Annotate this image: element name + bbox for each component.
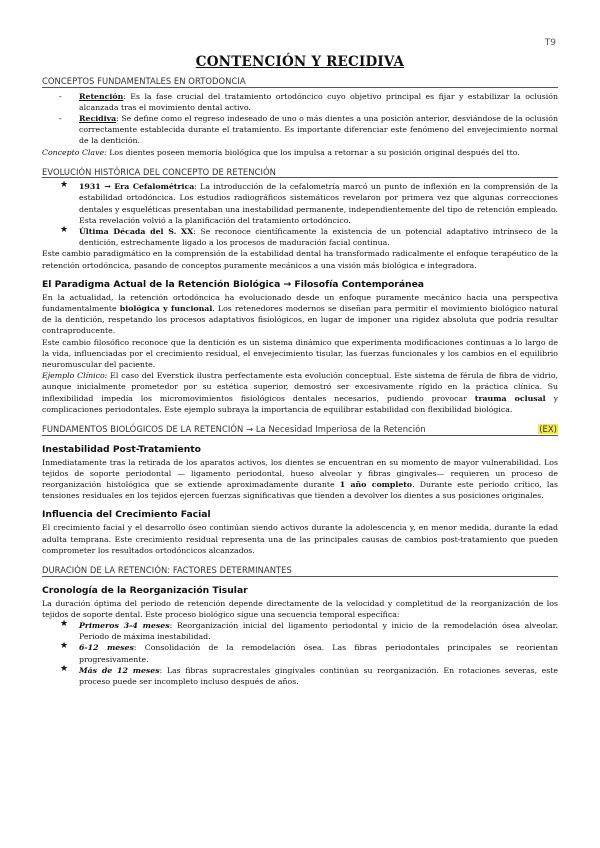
text-run: En la actualidad, la retención ortodóncica ha evolucionado desde un enfoque puramente mecánico hacia una perspectiva fundamentalmente bbox=[42, 292, 558, 314]
paragraph bbox=[42, 457, 558, 502]
paragraph: La duración óptima del periodo de retención depende directamente de la velocidad y completitud de la reorganización de los tejidos de soporte dental. Este proceso biológico sigue una secuencia temporal específica: bbox=[42, 598, 558, 619]
section-heading-conceptos bbox=[42, 76, 558, 88]
page-number: T9 bbox=[544, 38, 556, 48]
star-bullet-icon: ★ bbox=[60, 225, 69, 236]
list-item bbox=[42, 642, 558, 664]
example-label: Ejemplo Clínico: bbox=[42, 371, 108, 381]
term: Última Década del S. XX bbox=[79, 227, 194, 237]
term: Más de 12 meses bbox=[79, 665, 160, 675]
list-item bbox=[42, 113, 558, 147]
paragraph: Este cambio filosófico reconoce que la dentición es un sistema dinámico que experimenta modificaciones continuas a lo largo de la vida, influenciadas por el crecimiento residual, el envejecimiento tisular, las fuerzas funcionales y los cambios en el equilibrio neuromuscular del paciente. bbox=[42, 337, 558, 370]
term: 6-12 meses bbox=[79, 643, 134, 653]
definition: : Consolidación de la remodelación ósea. Las fibras periodontales principales se reorientan progresivamente. bbox=[79, 643, 558, 664]
timeline-list bbox=[42, 620, 558, 687]
key-concept-label: Concepto Clave: bbox=[42, 147, 107, 157]
definition: : Las fibras supracrestales gingivales continúan su reorganización. En rotaciones severas, este proceso puede ser incompleto incluso después de años. bbox=[79, 665, 559, 686]
section-heading-text: FUNDAMENTOS BIOLÓGICOS DE LA RETENCIÓN → La Necesidad Imperiosa de la Retención bbox=[42, 424, 426, 435]
list-item bbox=[42, 181, 558, 226]
document-page bbox=[42, 36, 558, 687]
star-bullet-icon: ★ bbox=[60, 180, 69, 191]
exam-tag: (EX) bbox=[539, 424, 557, 435]
section-heading-fundamentos bbox=[42, 424, 558, 436]
definition: : Se define como el regreso indeseado de uno o más dientes a una posición anterior, desviándose de la oclusión correctamente establecida durante el tratamiento. Es importante diferenciar este fenómeno del envejecimiento normal de la dentición. bbox=[79, 113, 558, 146]
section-heading-text: CONCEPTOS FUNDAMENTALES EN ORTODONCIA bbox=[42, 76, 246, 86]
list-item bbox=[42, 91, 558, 113]
subheading-crecimiento: Influencia del Crecimiento Facial bbox=[42, 509, 211, 521]
document-title: CONTENCIÓN Y RECIDIVA bbox=[195, 54, 405, 70]
text-run: . Los retenedores modernos se diseñan para permitir el movimiento biológico natural de la dentición, respetando los procesos adaptativos fisiológicos, en lugar de imponer una rigidez absoluta que podría resultar contraproducente. bbox=[42, 304, 558, 336]
term: Recidiva bbox=[79, 113, 117, 123]
definition: : Es la fase crucial del tratamiento ortodóncico cuyo objetivo principal es fijar y estabilizar la oclusión alcanzada tras el movimiento dental activo. bbox=[79, 91, 558, 112]
subheading-paradigma: El Paradigma Actual de la Retención Biológica → Filosofía Contemporánea bbox=[42, 278, 425, 290]
key-concept-text: Los dientes poseen memoria biológica que los impulsa a retornar a su posición original después del tto. bbox=[106, 147, 520, 157]
dash-bullet-icon: - bbox=[59, 91, 62, 101]
list-item bbox=[42, 665, 558, 687]
history-list bbox=[42, 181, 558, 248]
term: Retención bbox=[79, 91, 124, 101]
text-run: El caso del Everstick ilustra perfectamente esta evolución conceptual. Este sistema de férula de fibra de vidrio, aunque inicialmente prometedor por su estética superior, demostró ser excesivamente rígido en la práctica clínica. Su inflexibilidad impedía los micromovimientos fisiológicos dentales necesarios, pudiendo provocar bbox=[42, 371, 559, 403]
subheading-inestabilidad: Inestabilidad Post-Tratamiento bbox=[42, 443, 201, 455]
bold-run: biológica y funcional bbox=[119, 304, 213, 314]
term: 1931 → Era Cefalométrica bbox=[79, 182, 195, 192]
paragraph: Este cambio paradigmático en la comprensión de la estabilidad dental ha transformado radicalmente el enfoque terapéutico de la retención ortodóncica, pasando de conceptos puramente mecánicos a una visión más biológica e integradora. bbox=[42, 249, 558, 270]
star-bullet-icon: ★ bbox=[60, 641, 69, 652]
paragraph bbox=[42, 292, 558, 337]
list-item bbox=[42, 226, 558, 248]
definitions-list bbox=[42, 91, 558, 147]
section-heading-text: EVOLUCIÓN HISTÓRICA DEL CONCEPTO DE RETENCIÓN bbox=[42, 166, 276, 177]
star-bullet-icon: ★ bbox=[60, 663, 69, 674]
section-heading-text: DURACIÓN DE LA RETENCIÓN: FACTORES DETERMINANTES bbox=[42, 565, 292, 575]
bold-run: 1 año completo bbox=[339, 479, 413, 489]
definition: : Se reconoce científicamente la existencia de un potencial adaptativo intrínseco de la dentición, estrechamente ligado a los procesos de maduración facial continua. bbox=[79, 227, 558, 248]
section-heading-duracion bbox=[42, 565, 558, 577]
bold-run: trauma oclusal bbox=[474, 393, 546, 403]
definition: : Reorganización inicial del ligamento periodontal y inicio de la remodelación ósea alveolar. Periodo de máxima inestabilidad. bbox=[79, 620, 558, 642]
subheading-cronologia: Cronología de la Reorganización Tisular bbox=[42, 584, 248, 596]
section-heading-evolucion bbox=[42, 167, 558, 179]
text-run: . Durante este periodo crítico, las tensiones residuales en los tejidos ejercen fuerzas significativas que tienden a devolver los dientes a sus posiciones originales. bbox=[42, 479, 558, 501]
star-bullet-icon: ★ bbox=[60, 618, 69, 629]
term: Primeros 3-4 meses bbox=[79, 620, 170, 630]
paragraph: El crecimiento facial y el desarrollo óseo continúan siendo activos durante la adolescencia y, en menor medida, durante la edad adulta temprana. Este crecimiento residual representa una de las principales causas de cambios post-tratamiento que pueden comprometer los resultados ortodóncicos alcanzados. bbox=[42, 523, 558, 555]
text-run: y complicaciones periodontales. Este ejemplo subraya la importancia de equilibrar estabilidad con flexibilidad biológica. bbox=[42, 393, 558, 414]
list-item bbox=[42, 620, 558, 642]
paragraph bbox=[42, 370, 558, 415]
key-concept bbox=[42, 147, 558, 158]
definition: : La introducción de la cefalometría marcó un punto de inflexión en la comprensión de la estabilidad ortodóncica. Los estudios radiográficos sistemáticos revelaron por primera vez que algunas correcciones dentales y esqueléticas presentaban una inestabilidad permanente, independientemente del tipo de retención empleado. Esta revelación volvió a la planificación del tratamiento ortodóncico. bbox=[79, 182, 558, 225]
text-run: Inmediatamente tras la retirada de los aparatos activos, los dientes se encuentran en su momento de mayor vulnerabilidad. Los tejidos de soporte periodontal — ligamento periodontal, hueso alveolar y fibras gingivales— requieren un proceso de reorganización histológica que se extiende aproximadamente durante bbox=[42, 457, 558, 489]
dash-bullet-icon: - bbox=[59, 113, 62, 123]
